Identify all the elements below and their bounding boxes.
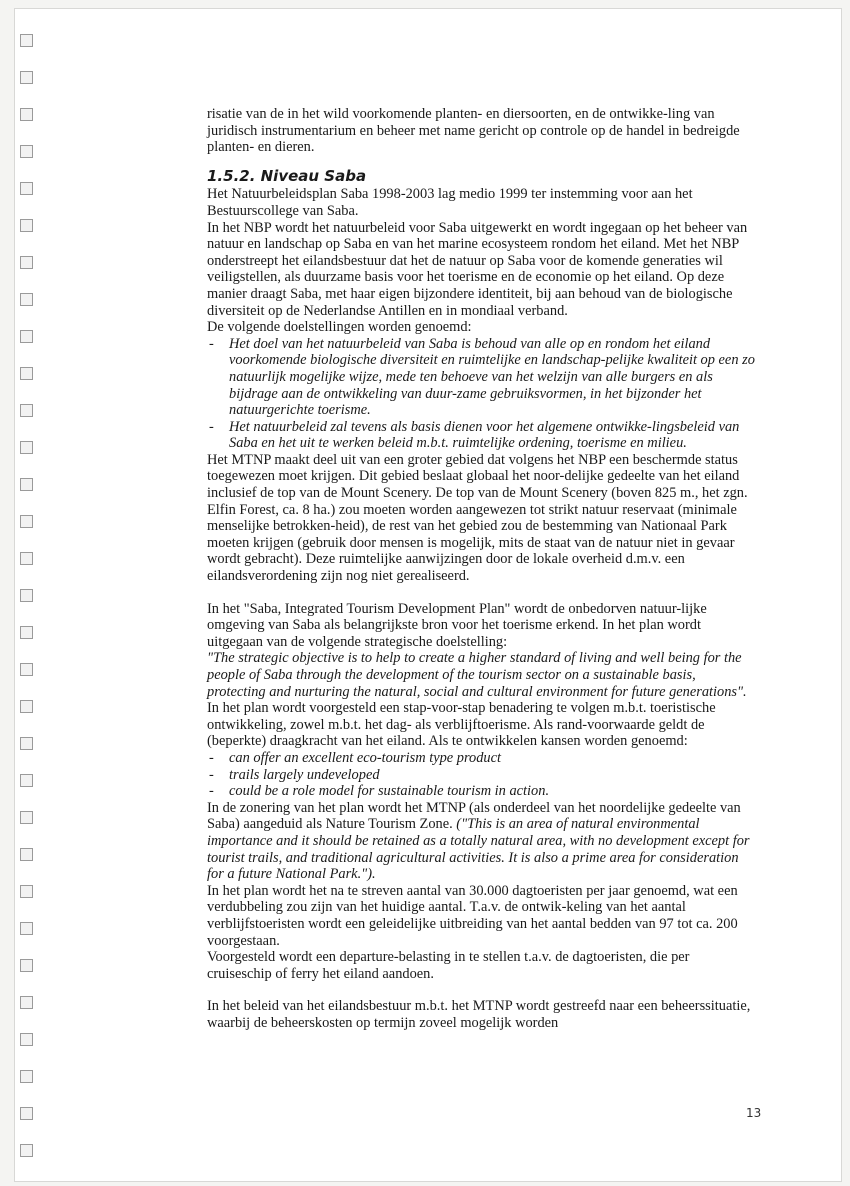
paragraph: In het NBP wordt het natuurbeleid voor Saba uitgewerkt en wordt ingegaan op het beheer van natuur en landschap op Saba en van het marine ecosysteem rondom het eiland. Met het NBP onderstreept het eilandsbestuur dat het de natuur op Saba voor de komende generaties wil veiligstellen, als duurzame basis voor het toerisme en de economie op het eiland. Op deze manier draagt Saba, met haar eigen bijzondere identiteit, bij aan behoud van de biologische diversiteit op de Nederlandse Antillen en in mondiaal verband. [207, 219, 748, 319]
binding-hole [20, 1070, 33, 1083]
binding-hole [20, 885, 33, 898]
goals-list [207, 336, 757, 452]
paragraph: Voorgesteld wordt een departure-belasting in te stellen t.a.v. de dagtoeristen, die per cruiseschip of ferry het eiland aandoen. [207, 949, 690, 982]
binding-hole [20, 1033, 33, 1046]
binding-hole [20, 404, 33, 417]
paragraph: De volgende doelstellingen worden genoemd: [207, 319, 472, 336]
binding-hole [20, 1144, 33, 1157]
binding-hole [20, 478, 33, 491]
binding-hole [20, 848, 33, 861]
binding-hole [20, 959, 33, 972]
binding-hole [20, 293, 33, 306]
paragraph: In het "Saba, Integrated Tourism Development Plan" wordt de onbedorven natuur-lijke omgeving van Saba als belangrijkste bron voor het toerisme erkend. In het plan wordt uitgegaan van de volgende strategische doelstelling: [207, 600, 707, 650]
binding-hole [20, 256, 33, 269]
binding-hole [20, 811, 33, 824]
binding-hole [20, 626, 33, 639]
list-item: - could be a role model for sustainable tourism in action. [207, 783, 757, 800]
binding-hole [20, 182, 33, 195]
binding-hole [20, 996, 33, 1009]
binding-hole [20, 922, 33, 935]
list-item: - trails largely undeveloped [207, 767, 757, 784]
paragraph: In het beleid van het eilandsbestuur m.b.t. het MTNP wordt gestreefd naar een beheerssituatie, waarbij de beheerskosten op termijn zoveel mogelijk worden [207, 998, 751, 1031]
binding-hole [20, 34, 33, 47]
binding-hole [20, 552, 33, 565]
section-heading: 1.5.2. Niveau Saba [207, 166, 367, 185]
spiral-binding [20, 34, 48, 1164]
paragraph: In het plan wordt voorgesteld een stap-voor-stap benadering te volgen m.b.t. toeristische ontwikkeling, zowel m.b.t. het dag- als verblijftoerisme. Als rand-voorwaarde geldt de (beperkte) draagkracht van het eiland. Als te ontwikkelen kansen worden genoemd: [207, 700, 716, 750]
quote: "The strategic objective is to help to create a higher standard of living and well being for the people of Saba through the development of the tourism sector on a sustainable basis, protecting and nurturing the natural, social and cultural environment for future generations". [207, 650, 747, 700]
binding-hole [20, 71, 33, 84]
binding-hole [20, 219, 33, 232]
binding-hole [20, 441, 33, 454]
binding-hole [20, 700, 33, 713]
binding-hole [20, 330, 33, 343]
zoning-quote: ("This is an area of natural environmental importance and it should be retained as a totally natural area, with no development except for tourist trails, and traditional agricultural activities. It is also a prime area for consideration for a future National Park."). [207, 816, 750, 883]
intro-paragraph: risatie van de in het wild voorkomende planten- en diersoorten, en de ontwikke-ling van juridisch instrumentarium en beheer met name gericht op controle op de handel in bedreigde planten- en dieren. [207, 106, 740, 156]
zoning-text: In de zonering van het plan wordt het MTNP (als onderdeel van het noordelijke gedeelte van Saba) aangeduid als Nature Tourism Zone. [207, 799, 741, 833]
binding-hole [20, 737, 33, 750]
list-item: - Het natuurbeleid zal tevens als basis dienen voor het algemene ontwikke-lingsbeleid van Saba en het uit te werken beleid m.b.t. ruimtelijke ordening, toerisme en milieu. [207, 419, 757, 452]
list-item: - can offer an excellent eco-tourism type product [207, 750, 757, 767]
paragraph: In het plan wordt het na te streven aantal van 30.000 dagtoeristen per jaar genoemd, wat een verdubbeling zou zijn van het huidige aantal. T.a.v. de ontwik-keling van het aantal verblijfstoeristen wordt een geleidelijke uitbreiding van het aantal bedden van 97 tot ca. 200 voorgestaan. [207, 882, 738, 949]
binding-hole [20, 1107, 33, 1120]
paragraph [207, 800, 757, 883]
binding-hole [20, 145, 33, 158]
binding-hole [20, 663, 33, 676]
paragraph: Het MTNP maakt deel uit van een groter gebied dat volgens het NBP een beschermde status toegewezen moet krijgen. Dit gebied beslaat globaal het noor-delijke gedeelte van het eiland inclusief de top van de Mount Scenery. De top van de Mount Scenery (boven 825 m., het zgn. Elfin Forest, ca. 8 ha.) zou moeten worden aangewezen tot strikt natuur reservaat (minimale menselijke betrokken-heid), de rest van het gebied zou de bestemming van Nationaal Park moeten krijgen (gebruik door mensen is mogelijk, mits de staat van de natuur niet in gevaar wordt gebracht). Deze ruimtelijke aanwijzingen door de lokale overheid d.m.v. een eilandsverordening zijn nog niet gerealiseerd. [207, 451, 748, 585]
chances-list [207, 750, 757, 800]
page-content [207, 106, 757, 1031]
page-number: 13 [746, 1106, 762, 1120]
list-item: - Het doel van het natuurbeleid van Saba is behoud van alle op en rondom het eiland voorkomende biologische diversiteit en ruimtelijke en landschap-pelijke kwaliteit op een zo natuurlijk mogelijke wijze, mede ten behoeve van het welzijn van alle burgers en als bijdrage aan de ontwikkeling van duur-zame gebruiksvormen, in het bijzonder het natuurgerichte toerisme. [207, 336, 757, 419]
paragraph: Het Natuurbeleidsplan Saba 1998-2003 lag medio 1999 ter instemming voor aan het Bestuurscollege van Saba. [207, 186, 693, 219]
binding-hole [20, 367, 33, 380]
binding-hole [20, 589, 33, 602]
binding-hole [20, 515, 33, 528]
binding-hole [20, 108, 33, 121]
binding-hole [20, 774, 33, 787]
